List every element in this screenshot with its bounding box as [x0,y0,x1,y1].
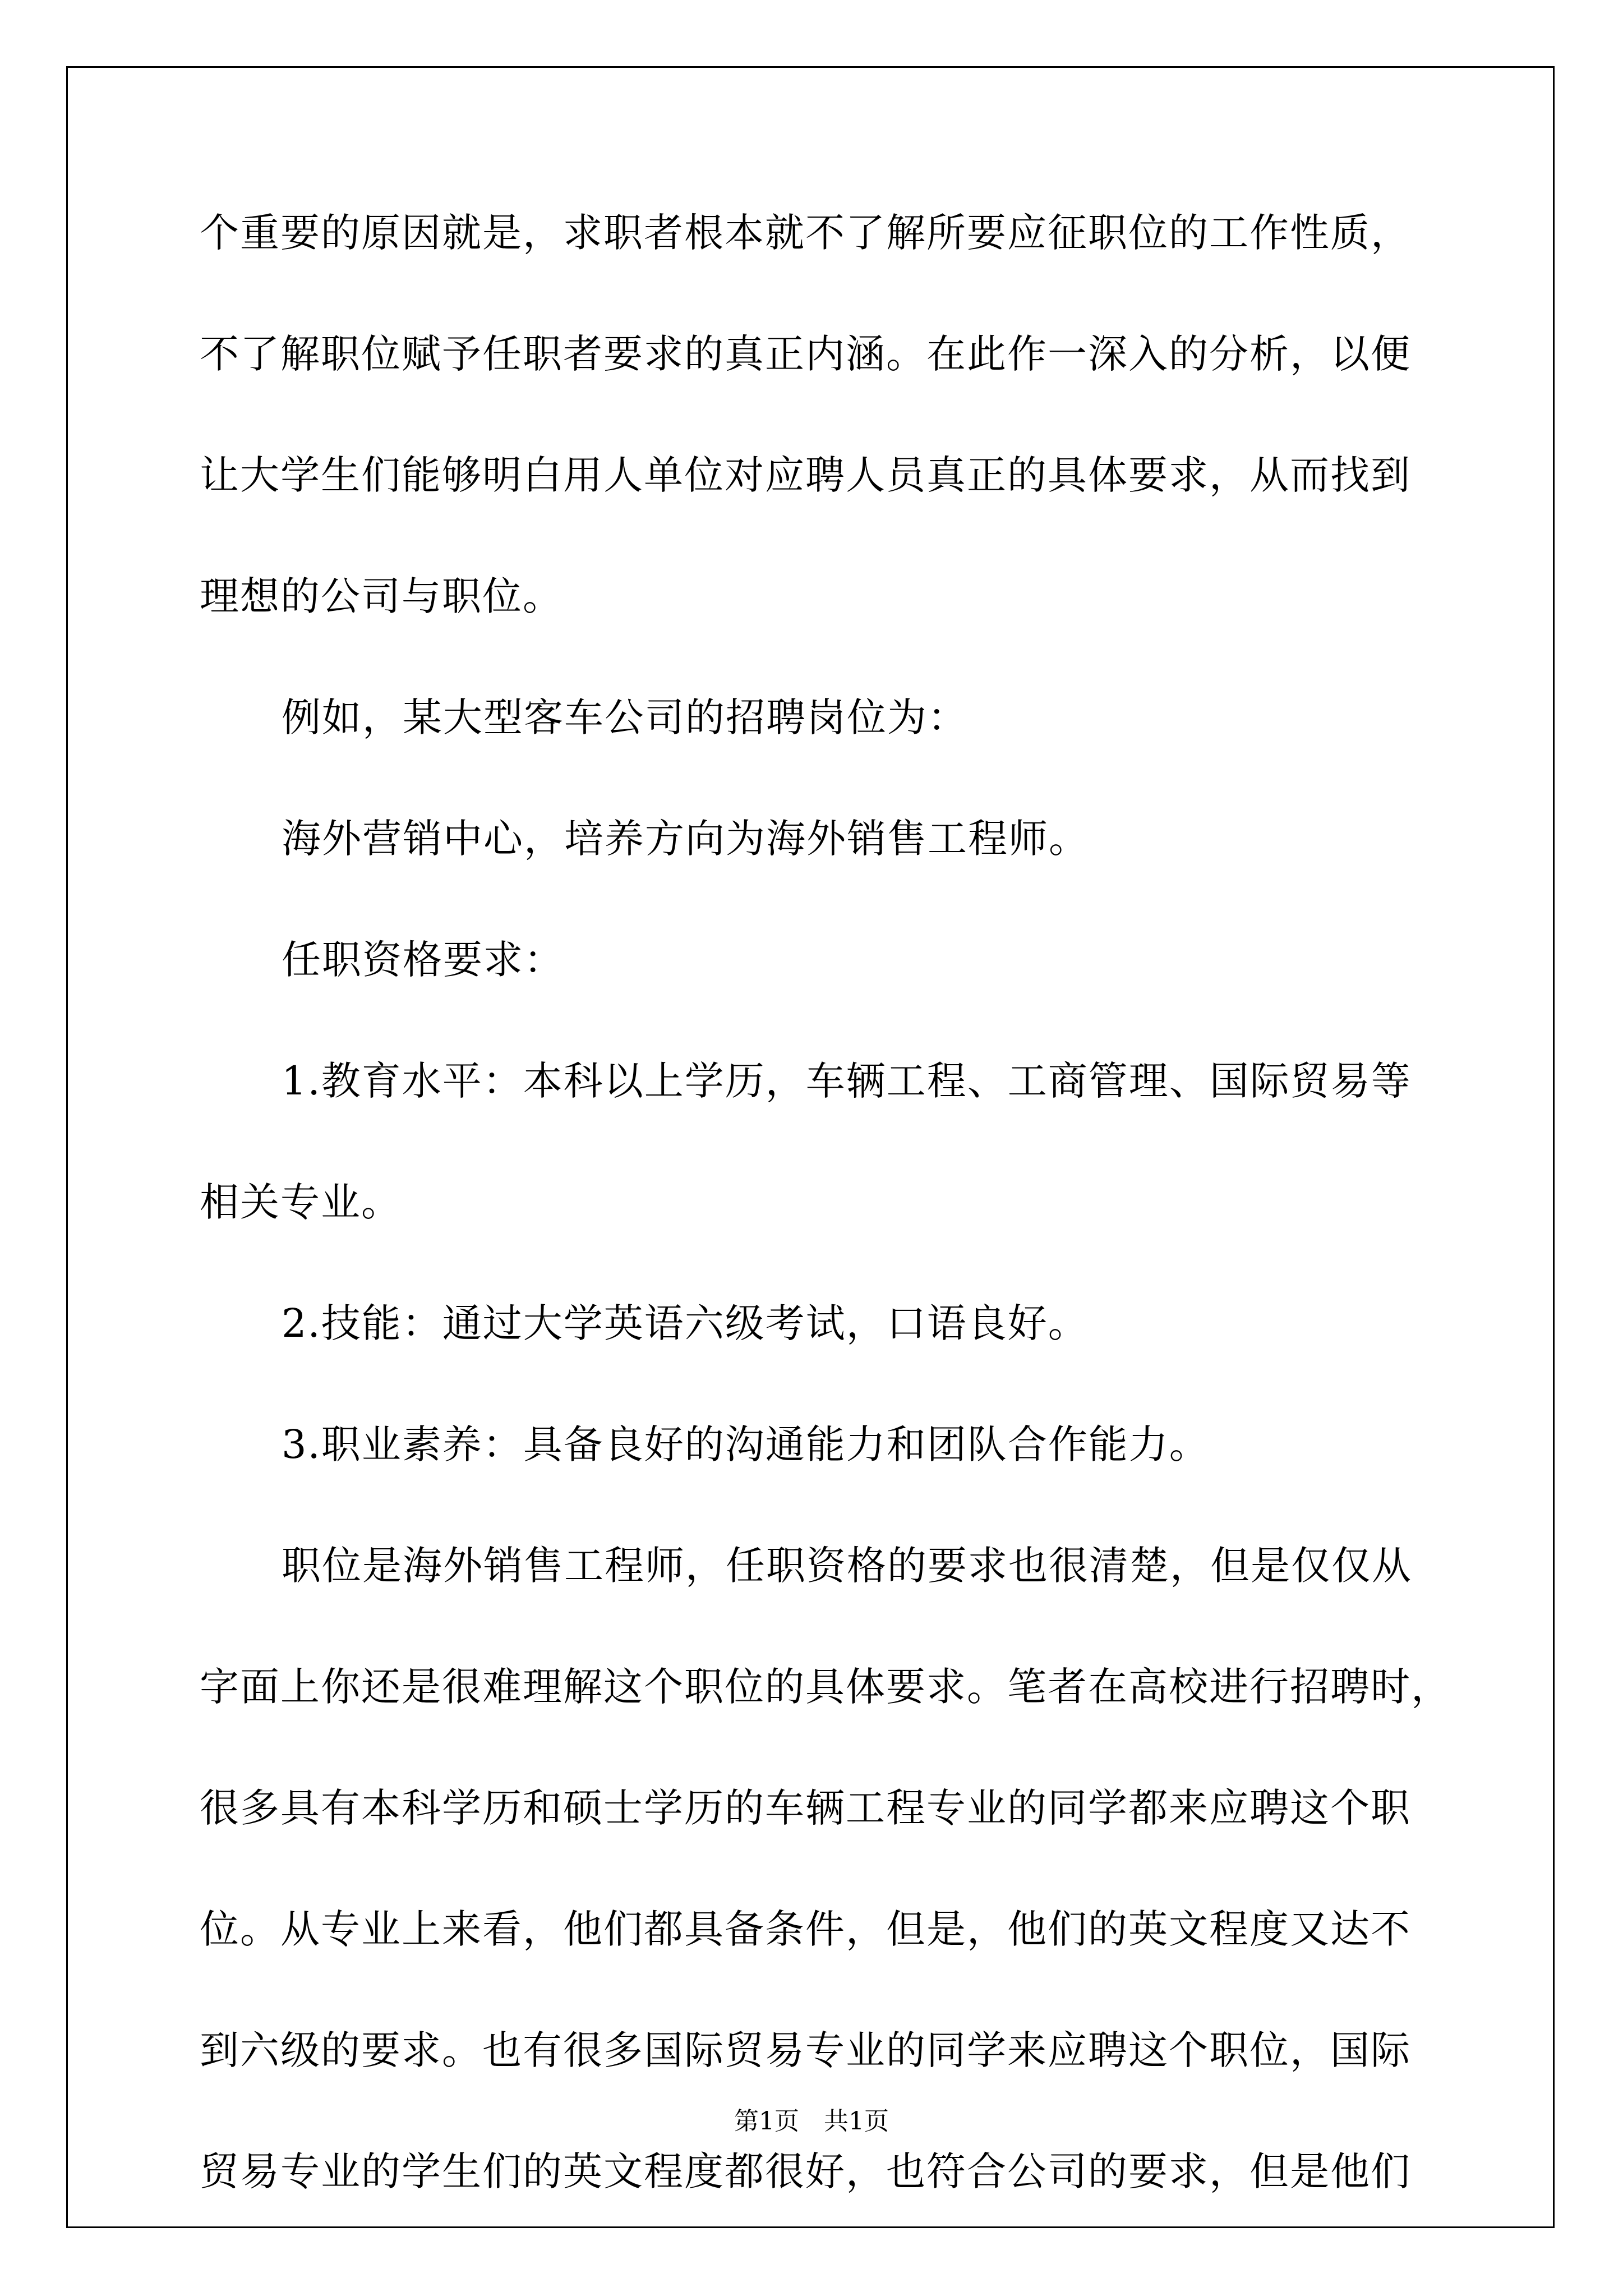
text-line-16: 到六级的要求。也有很多国际贸易专业的同学来应聘这个职位，国际 [200,2027,1411,2073]
text-line-9: 相关专业。 [200,1179,402,1225]
text-line-5: 例如，某大型客车公司的招聘岗位为： [282,694,968,740]
text-line-17: 贸易专业的学生们的英文程度都很好，也符合公司的要求，但是他们 [200,2148,1411,2194]
text-line-1: 个重要的原因就是，求职者根本就不了解所要应征职位的工作性质， [200,210,1411,256]
text-line-8: 1.教育水平：本科以上学历，车辆工程、工商管理、国际贸易等 [282,1058,1412,1104]
text-line-11: 3.职业素养：具备良好的沟通能力和团队合作能力。 [282,1421,1210,1467]
text-line-6: 海外营销中心，培养方向为海外销售工程师。 [282,816,1089,862]
text-line-10: 2.技能：通过大学英语六级考试，口语良好。 [282,1300,1089,1346]
text-line-7: 任职资格要求： [282,937,564,983]
text-line-2: 不了解职位赋予任职者要求的真正内涵。在此作一深入的分析，以便 [200,331,1411,377]
text-line-14: 很多具有本科学历和硕士学历的车辆工程专业的同学都来应聘这个职 [200,1785,1411,1831]
text-line-13: 字面上你还是很难理解这个职位的具体要求。笔者在高校进行招聘时， [200,1664,1451,1710]
text-line-3: 让大学生们能够明白用人单位对应聘人员真正的具体要求，从而找到 [200,452,1411,498]
text-line-12: 职位是海外销售工程师，任职资格的要求也很清楚，但是仅仅从 [282,1543,1412,1589]
text-line-15: 位。从专业上来看，他们都具备条件，但是，他们的英文程度又达不 [200,1906,1411,1952]
page-footer: 第1页 共1页 [734,2107,889,2136]
text-line-4: 理想的公司与职位。 [200,573,563,619]
